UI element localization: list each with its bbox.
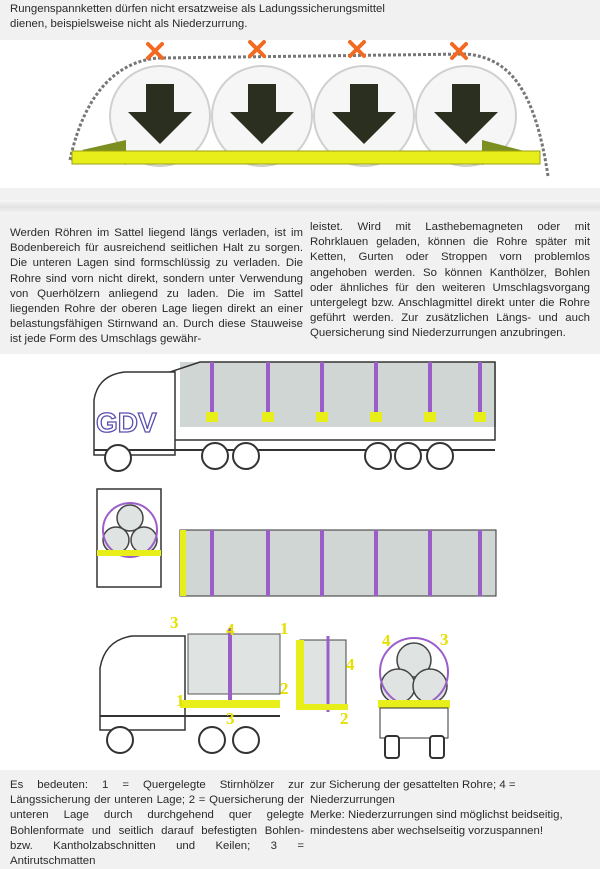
legend-right-line1: zur Sicherung der gesattelten Rohre; 4 = Niederzurrungen — [310, 779, 516, 807]
rear-view-detail — [378, 638, 450, 758]
rear-view-top — [97, 489, 161, 587]
x-mark-icon — [250, 42, 264, 56]
cargo-pipes — [180, 362, 496, 427]
label-1: 1 — [280, 619, 289, 638]
legend-text-left: Es bedeuten: 1 = Quergelegte Stirnhölzer zur Längssicherung der unteren Lage; 2 = Quersicherung der unteren Lage durch durchgehend quer gelegte Bohlenformate und seitlich darauf befestigten Bohlen- bzw. Kantholzabschnitten und Keilen; 3 = Antirutschmatten — [10, 779, 304, 868]
label-3: 3 — [226, 709, 235, 728]
x-mark-icon — [350, 42, 364, 56]
label-4: 4 — [382, 631, 391, 650]
tractor-detail — [100, 628, 280, 753]
label-2: 2 — [340, 709, 349, 728]
yellow-beam — [72, 151, 540, 164]
gdv-logo: GDV — [96, 407, 157, 438]
label-4: 4 — [346, 655, 355, 674]
x-mark-icon — [148, 44, 162, 58]
label-4: 4 — [226, 620, 235, 639]
pipe-chain-figure — [70, 42, 548, 176]
label-1: 1 — [176, 691, 185, 710]
label-3: 3 — [440, 630, 449, 649]
body-text-left: Werden Röhren im Sattel liegend längs verladen, ist im Bodenbereich für ausreichend seitlichen Halt zu sorgen. Die unteren Lagen sind formschlüssig zu verladen. Die Rohre sind vorn nicht direkt, sondern unter Verwendung von Querhölzern anliegend zu laden. Die im Sattel liegenden Rohre der oberen Lage liegen direkt an einer belastungsfähigen Stirnwand an. Durch diese Stauweise ist jede Form des Umschlags gewähr- — [10, 227, 303, 346]
trailer-top-view — [180, 530, 496, 596]
top-caption: Rungenspannketten dürfen nicht ersatzweise als Ladungssicherungsmittel dienen, beispielsweise nicht als Niederzurrung. — [10, 3, 385, 31]
body-text-right: leistet. Wird mit Lasthebemagneten oder mit Rohrklauen geladen, können die Rohre später mit Ketten, Gurten oder Stroppen vorn problemlos angehoben werden. So können Kanthölzer, Bohlen oder ähnliches für den weiteren Umschlagsvorgang untergelegt bzw. Anschlagmittel direkt unter die Rohre geführt werden. Zur zusätzlichen Längs- und auch Quersicherung sind Niederzurrungen anzubringen. — [310, 221, 590, 340]
cross-section-detail — [296, 636, 348, 712]
label-3: 3 — [170, 613, 179, 632]
label-2: 2 — [280, 679, 289, 698]
truck-side-view — [94, 362, 496, 471]
x-mark-icon — [452, 44, 466, 58]
legend-right-note: Merke: Niederzurrungen sind möglichst beidseitig, mindestens aber wechselseitig vorzuspannen! — [310, 809, 563, 837]
